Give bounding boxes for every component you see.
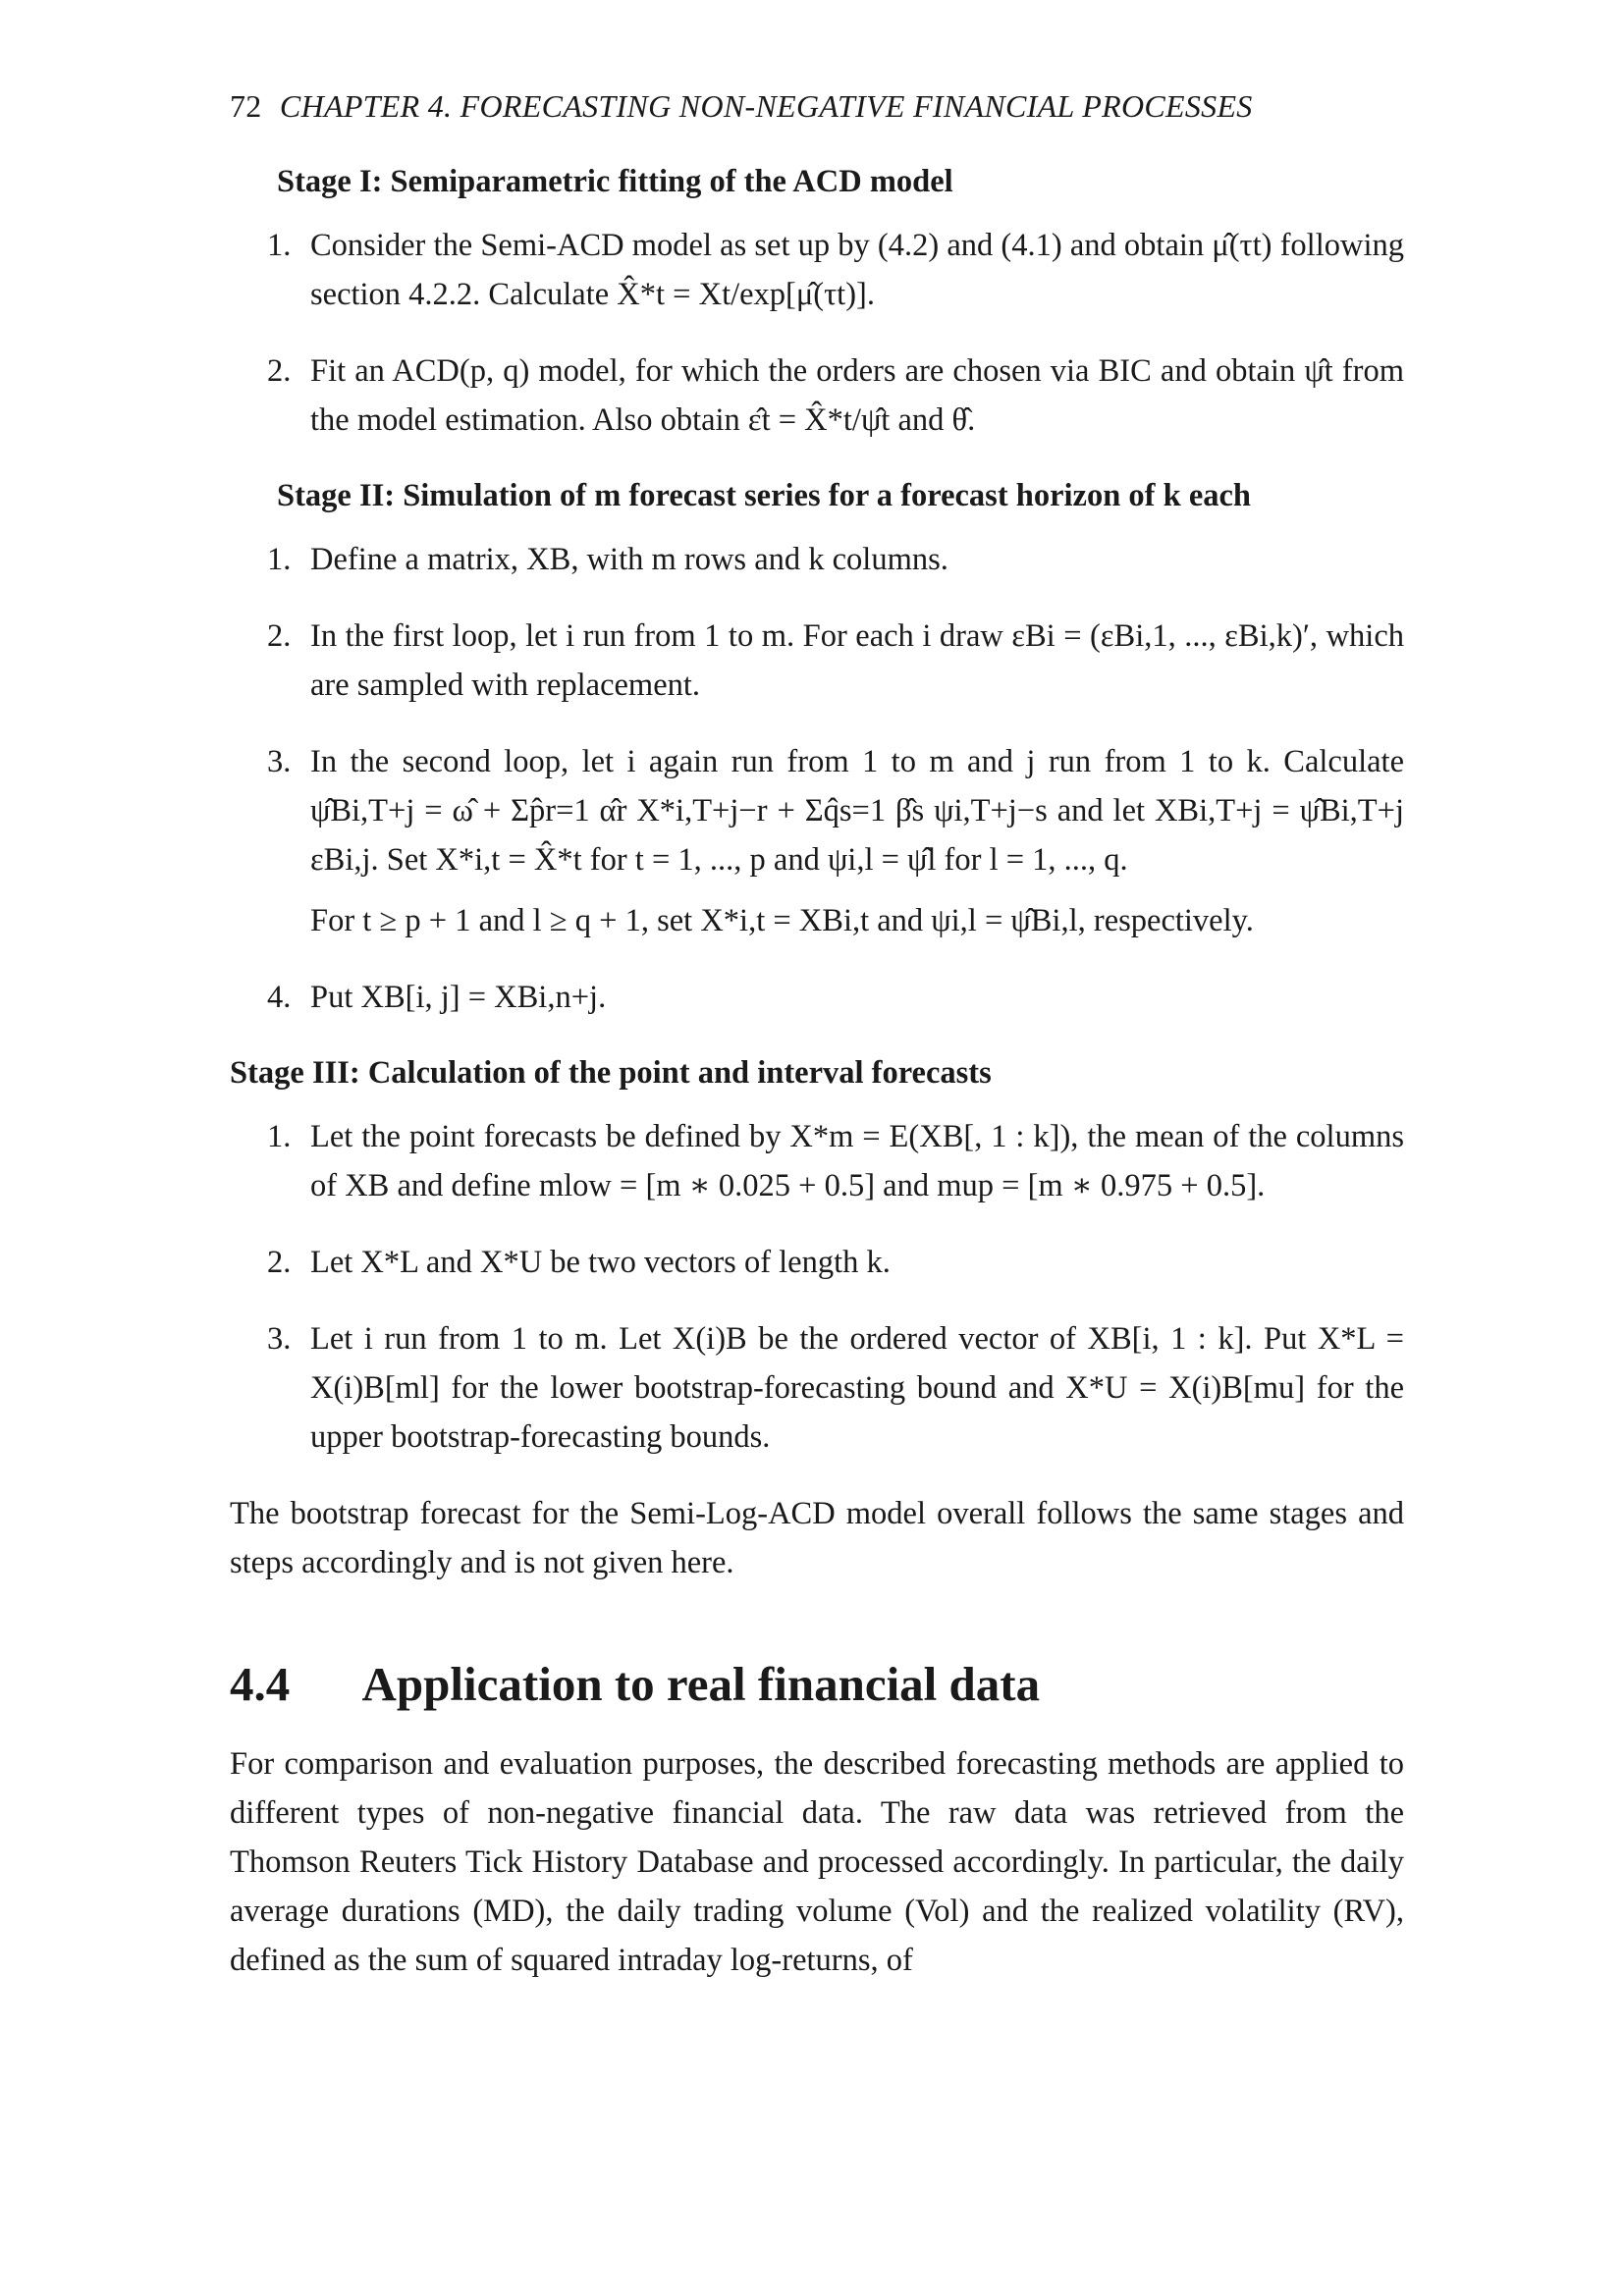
stage-2-item-3-text: In the second loop, let i again run from 1 to m and j run from 1 to k. Calculate ψ̂Bi,T+j = ω̂ + Σp̂r=1 α̂r X*i,T+j−r + Σq̂s=1 β̂s ψi,T+j−s and let XBi,T+j = ψ̂Bi,T+j εBi,j. Set X*i,t = X̂*t for t = 1, ..., p and ψi,l = ψ̂l for l = 1, ..., q. — [310, 744, 1404, 878]
stage-3-list — [230, 1112, 1404, 1462]
stage-1-list — [230, 221, 1404, 445]
paragraph-application: For comparison and evaluation purposes, the described forecasting methods are applied to different types of non-negative financial data. The raw data was retrieved from the Thomson Reuters Tick History Database and processed accordingly. In particular, the daily average durations (MD), the daily trading volume (Vol) and the realized volatility (RV), defined as the sum of squared intraday log-returns, of — [230, 1746, 1404, 1978]
stage-3-heading: Stage III: Calculation of the point and interval forecasts — [230, 1055, 992, 1091]
stage-2-item-1-text: Define a matrix, XB, with m rows and k columns. — [310, 542, 948, 577]
stage-1-item-2: 2. Fit an ACD(p, q) model, for which the orders are chosen via BIC and obtain ψ̂t from the model estimation. Also obtain ε̂t = X̂*t/ψ̂t and θ̂. — [267, 353, 1404, 438]
running-header — [230, 88, 1404, 125]
stage-2-item-3: 3. In the second loop, let i again run from 1 to m and j run from 1 to k. Calculate ψ̂Bi,T+j = ω̂ + Σp̂r=1 α̂r X*i,T+j−r + Σq̂s=1 β̂s ψi,T+j−s and let XBi,T+j = ψ̂Bi,T+j εBi,j. Set X*i,t = X̂*t for t = 1, ..., p and ψi,l = ψ̂l for l = 1, ..., q. For t ≥ p + 1 and l ≥ q + 1, set X*i,t = XBi,t and ψi,l = ψ̂Bi,l, respectively. — [230, 737, 1404, 945]
stage-2-heading: Stage II: Simulation of m forecast series for a forecast horizon of k each — [277, 478, 1251, 513]
section-number: 4.4 — [230, 1657, 291, 1711]
stage-3-item-1-text: Let the point forecasts be defined by X*m = E(XB[, 1 : k]), the mean of the columns of XB and define mlow = [m ∗ 0.025 + 0.5] and mup = [m ∗ 0.975 + 0.5]. — [310, 1119, 1404, 1203]
stage-3-item-3-text: Let i run from 1 to m. Let X(i)B be the ordered vector of XB[i, 1 : k]. Put X*L = X(i)B[ml] for the lower bootstrap-forecasting bound and X*U = X(i)B[mu] for the upper bootstrap-forecasting bounds. — [310, 1321, 1404, 1455]
stage-2-list — [230, 535, 1404, 1022]
section-title: Application to real financial data — [361, 1657, 1041, 1711]
stage-3-item-2: 2. Let X*L and X*U be two vectors of length k. — [267, 1245, 891, 1280]
stage-3-item-3: 3. Let i run from 1 to m. Let X(i)B be the ordered vector of XB[i, 1 : k]. Put X*L = X(i)B[ml] for the lower bootstrap-forecasting bound and X*U = X(i)B[mu] for the upper bootstrap-forecasting bounds. — [267, 1321, 1404, 1455]
stage-2-item-3-extra: For t ≥ p + 1 and l ≥ q + 1, set X*i,t = XBi,t and ψi,l = ψ̂Bi,l, respectively. — [310, 903, 1254, 938]
running-title: CHAPTER 4. FORECASTING NON-NEGATIVE FINANCIAL PROCESSES — [279, 88, 1253, 124]
stage-1-item-1: 1. Consider the Semi-ACD model as set up by (4.2) and (4.1) and obtain μ̂(τt) following section 4.2.2. Calculate X̂*t = Xt/exp[μ̂(τt)]. — [267, 228, 1404, 312]
paragraph-bootstrap-note: The bootstrap forecast for the Semi-Log-ACD model overall follows the same stages and steps accordingly and is not given here. — [230, 1496, 1404, 1580]
stage-2-item-2: 2. In the first loop, let i run from 1 to m. For each i draw εBi = (εBi,1, ..., εBi,k)′, which are sampled with replacement. — [267, 618, 1404, 703]
stage-1-item-1-text: Consider the Semi-ACD model as set up by (4.2) and (4.1) and obtain μ̂(τt) following section 4.2.2. Calculate X̂*t = Xt/exp[μ̂(τt)]. — [310, 228, 1404, 312]
section-heading — [230, 1656, 1404, 1712]
stage-2-item-1: 1. Define a matrix, XB, with m rows and k columns. — [267, 542, 948, 577]
stage-1-heading: Stage I: Semiparametric fitting of the ACD model — [277, 164, 953, 199]
stage-2-item-2-text: In the first loop, let i run from 1 to m. For each i draw εBi = (εBi,1, ..., εBi,k)′, which are sampled with replacement. — [310, 618, 1404, 703]
stage-2-item-4-text: Put XB[i, j] = XBi,n+j. — [310, 980, 607, 1015]
stage-1-item-2-text: Fit an ACD(p, q) model, for which the orders are chosen via BIC and obtain ψ̂t from the model estimation. Also obtain ε̂t = X̂*t/ψ̂t and θ̂. — [310, 353, 1404, 438]
stage-3-item-1: 1. Let the point forecasts be defined by X*m = E(XB[, 1 : k]), the mean of the columns of XB and define mlow = [m ∗ 0.025 + 0.5] and mup = [m ∗ 0.975 + 0.5]. — [267, 1119, 1404, 1203]
page-number: 72 — [230, 88, 262, 124]
page — [230, 88, 1404, 1985]
stage-2-item-4: 4. Put XB[i, j] = XBi,n+j. — [267, 980, 607, 1015]
stage-3-item-2-text: Let X*L and X*U be two vectors of length k. — [310, 1245, 891, 1280]
